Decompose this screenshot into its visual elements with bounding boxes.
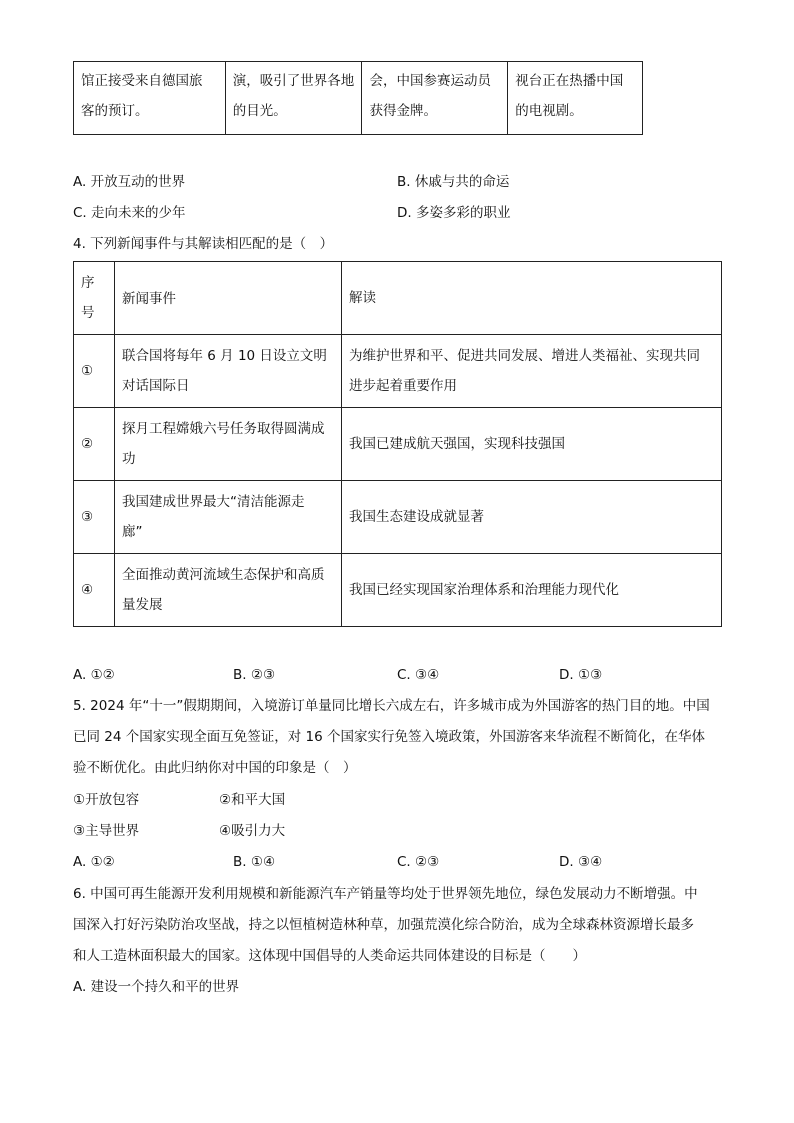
- q6-stem-line: 国深入打好污染防治攻坚战，持之以恒植树造林种草，加强荒漠化综合防治，成为全球森林资源增长最多: [73, 917, 694, 933]
- context-cell: [362, 62, 508, 135]
- row-num: ③: [74, 481, 115, 554]
- header-event: 新闻事件: [115, 262, 342, 335]
- cell-line: 演，吸引了世界各地: [232, 73, 355, 89]
- q5-option-b[interactable]: B. ①④: [233, 854, 276, 870]
- row-reading: 我国已经实现国家治理体系和治理能力现代化: [342, 554, 722, 627]
- row-event-line: 功: [122, 451, 136, 467]
- q3-option-c[interactable]: C. 走向未来的少年: [73, 205, 186, 221]
- cell-line: 的电视剧。: [515, 103, 583, 119]
- table-row: [74, 481, 722, 554]
- row-event: [115, 408, 342, 481]
- header-num-line: 序: [81, 275, 95, 291]
- q5-option-c[interactable]: C. ②③: [397, 854, 440, 870]
- context-cell: [74, 62, 226, 135]
- header-num: [74, 262, 115, 335]
- q3-option-d[interactable]: D. 多姿多彩的职业: [397, 205, 511, 221]
- header-reading: 解读: [342, 262, 722, 335]
- row-num: ④: [74, 554, 115, 627]
- row-reading-line: 进步起着重要作用: [349, 378, 457, 394]
- row-event-line: 廊”: [122, 524, 143, 540]
- table-row: [74, 554, 722, 627]
- row-reading: 我国生态建设成就显著: [342, 481, 722, 554]
- cell-line: 的目光。: [232, 103, 287, 119]
- row-event-line: 我国建成世界最大“清洁能源走: [122, 494, 305, 510]
- q4-option-a[interactable]: A. ①②: [73, 667, 115, 683]
- news-table: [73, 261, 722, 627]
- context-cell: [225, 62, 362, 135]
- q5-stem-line: 验不断优化。由此归纳你对中国的印象是（ ）: [73, 760, 357, 776]
- row-reading: [342, 335, 722, 408]
- q6-stem-line: 和人工造林面积最大的国家。这体现中国倡导的人类命运共同体建设的目标是（ ）: [73, 948, 586, 964]
- q5-item-1: ①开放包容: [73, 792, 140, 808]
- q4-option-c[interactable]: C. ③④: [397, 667, 440, 683]
- q4-option-d[interactable]: D. ①③: [559, 667, 603, 683]
- cell-line: 客的预订。: [81, 103, 149, 119]
- q6-stem-line: 6. 中国可再生能源开发利用规模和新能源汽车产销量等均处于世界领先地位，绿色发展动力不断增强。中: [73, 886, 698, 902]
- row-event-line: 量发展: [122, 597, 163, 613]
- table-row: [74, 335, 722, 408]
- cell-line: 会，中国参赛运动员: [369, 73, 491, 89]
- q5-item-4: ④吸引力大: [219, 823, 286, 839]
- row-num: ①: [74, 335, 115, 408]
- row-reading-line: 为维护世界和平、促进共同发展、增进人类福祉、实现共同: [349, 348, 700, 364]
- cell-line: 视台正在热播中国: [515, 73, 624, 89]
- q5-option-a[interactable]: A. ①②: [73, 854, 115, 870]
- q4-option-b[interactable]: B. ②③: [233, 667, 276, 683]
- header-num-line: 号: [81, 305, 95, 321]
- q3-option-a[interactable]: A. 开放互动的世界: [73, 174, 186, 190]
- q4-stem: 4. 下列新闻事件与其解读相匹配的是（ ）: [73, 236, 334, 252]
- cell-line: 馆正接受来自德国旅: [81, 73, 203, 89]
- q5-stem-line: 已同 24 个国家实现全面互免签证，对 16 个国家实行免签入境政策，外国游客来华流程不断简化，在华体: [73, 729, 706, 745]
- cell-line: 获得金牌。: [369, 103, 437, 119]
- context-cell: [508, 62, 643, 135]
- row-event: [115, 481, 342, 554]
- row-event-line: 探月工程嫦娥六号任务取得圆满成: [122, 421, 325, 437]
- row-num: ②: [74, 408, 115, 481]
- q5-item-2: ②和平大国: [219, 792, 286, 808]
- q3-option-b[interactable]: B. 休戚与共的命运: [397, 174, 510, 190]
- row-event: [115, 554, 342, 627]
- row-event-line: 联合国将每年 6 月 10 日设立文明: [122, 348, 327, 364]
- row-event: [115, 335, 342, 408]
- q5-stem-line: 5. 2024 年“十一”假期期间，入境游订单量同比增长六成左右，许多城市成为外国游客的热门目的地。中国: [73, 698, 710, 714]
- q5-item-3: ③主导世界: [73, 823, 140, 839]
- context-table: [73, 61, 643, 135]
- row-reading: 我国已建成航天强国，实现科技强国: [342, 408, 722, 481]
- q5-option-d[interactable]: D. ③④: [559, 854, 603, 870]
- row-event-line: 对话国际日: [122, 378, 190, 394]
- table-row: [74, 408, 722, 481]
- row-event-line: 全面推动黄河流域生态保护和高质: [122, 567, 325, 583]
- q6-option-a[interactable]: A. 建设一个持久和平的世界: [73, 979, 240, 995]
- table-header-row: [74, 262, 722, 335]
